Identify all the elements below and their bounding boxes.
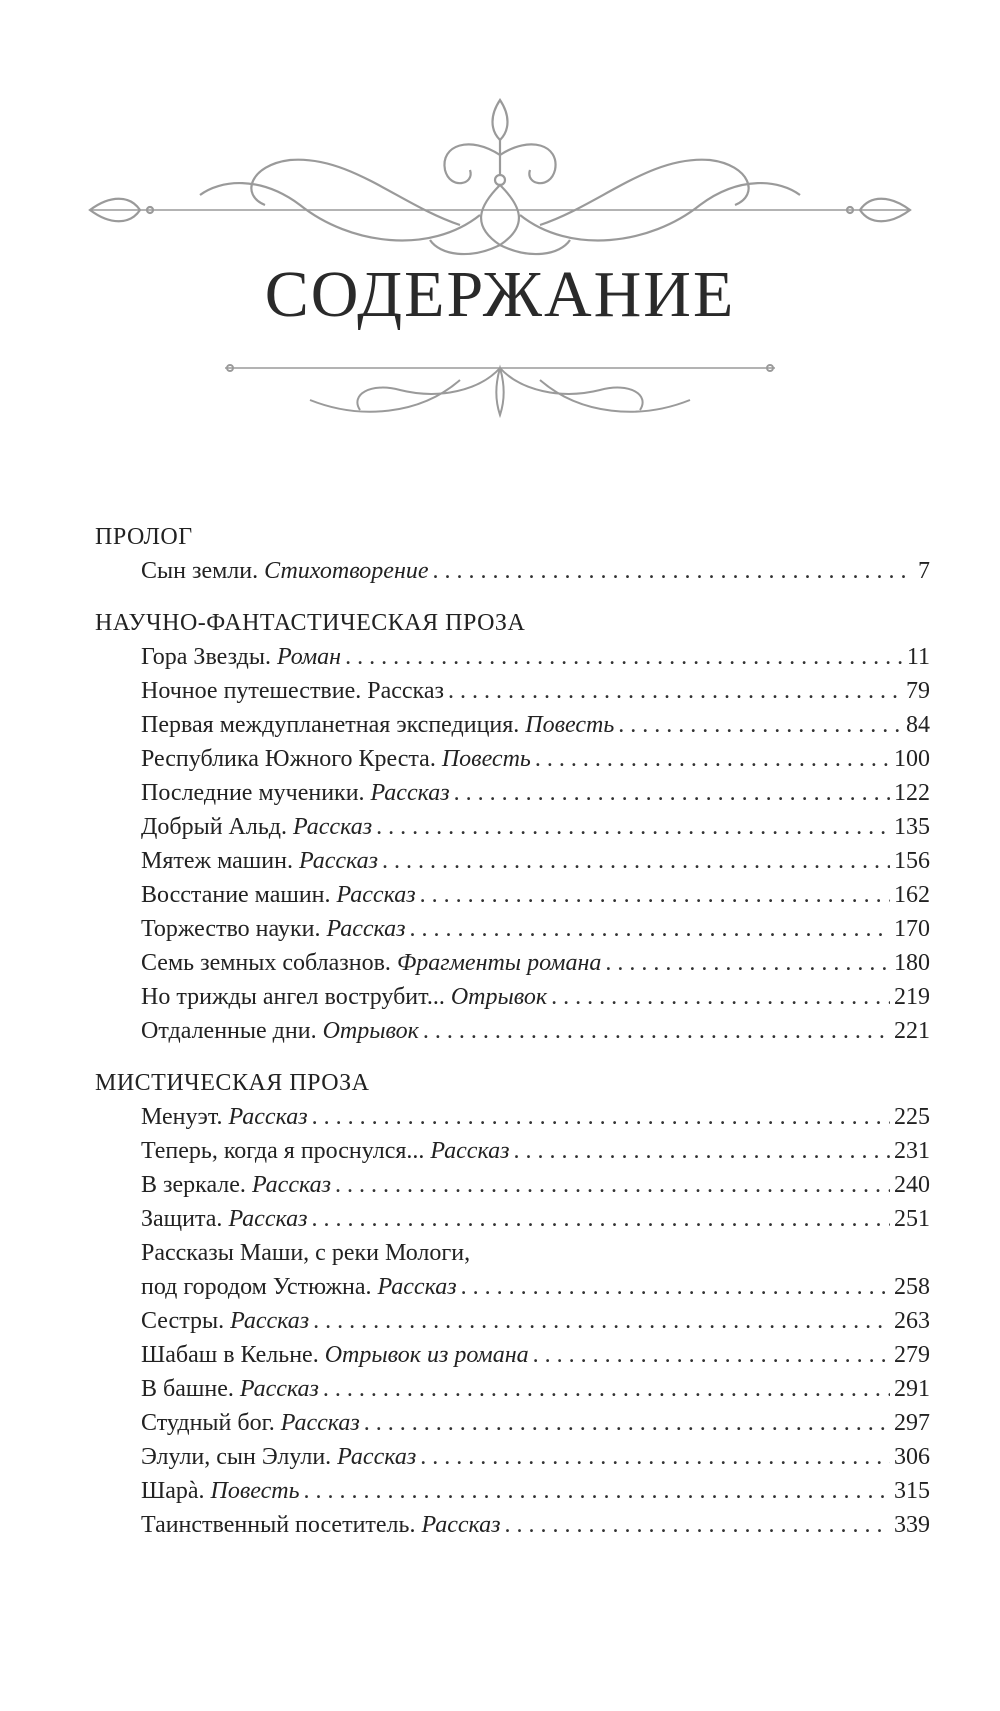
entry-label <box>141 742 531 776</box>
dot-leader <box>311 1202 890 1236</box>
entry-genre: Рассказ <box>326 916 406 942</box>
page-number: 11 <box>906 644 930 670</box>
toc-entry <box>95 1474 930 1508</box>
toc-entry <box>95 1134 930 1168</box>
toc-entry <box>95 946 930 980</box>
dot-leader <box>423 1014 890 1048</box>
entry-genre: Рассказ <box>251 1172 331 1198</box>
toc-entry <box>95 640 930 674</box>
page-title: СОДЕРЖАНИЕ <box>264 258 736 331</box>
section-title: МИСТИЧЕСКАЯ ПРОЗА <box>95 1070 370 1096</box>
entry-genre: Роман <box>276 644 342 670</box>
entry-label <box>141 878 416 912</box>
dot-leader <box>420 878 890 912</box>
dot-leader <box>420 1440 890 1474</box>
entry-label <box>141 1134 509 1168</box>
entry-label <box>141 674 444 708</box>
toc-entry <box>95 554 930 588</box>
page-number: 7 <box>918 558 930 584</box>
dot-leader <box>410 912 890 946</box>
entry-title: В зеркале. <box>141 1172 246 1198</box>
entry-label <box>141 1474 300 1508</box>
toc-entry <box>95 1168 930 1202</box>
entry-genre: Рассказ <box>337 1444 417 1470</box>
page-number: 219 <box>894 984 930 1010</box>
entry-label <box>141 1100 308 1134</box>
toc-entry <box>95 1014 930 1048</box>
page-number: 162 <box>894 882 930 908</box>
toc-section <box>95 520 930 588</box>
page-number: 135 <box>894 814 930 840</box>
entry-title: В башне. <box>141 1376 234 1402</box>
entry-label <box>141 810 372 844</box>
bottom-ornament <box>0 360 1000 435</box>
page-number: 156 <box>894 848 930 874</box>
toc-entry <box>95 1440 930 1474</box>
entry-genre: Рассказ <box>336 882 416 908</box>
page-number: 240 <box>894 1172 930 1198</box>
dot-leader <box>605 946 890 980</box>
entry-genre: Рассказ <box>421 1512 501 1538</box>
toc-entry <box>95 1202 930 1236</box>
page-number: 79 <box>906 678 930 704</box>
page-number: 251 <box>894 1206 930 1232</box>
dot-leader <box>313 1304 890 1338</box>
dot-leader <box>345 640 903 674</box>
entry-title: Гора Звезды. <box>141 644 271 670</box>
section-title: ПРОЛОГ <box>95 524 193 550</box>
entry-genre: Отрывок <box>450 984 548 1010</box>
entry-title: Элули, сын Элули. <box>141 1444 332 1470</box>
toc-entry <box>95 1100 930 1134</box>
entry-title: Теперь, когда я проснулся... <box>141 1138 425 1164</box>
dot-leader <box>513 1134 890 1168</box>
toc-section <box>95 606 930 1048</box>
entry-title: Ночное путешествие. Рассказ <box>141 678 444 704</box>
page-number: 84 <box>906 712 930 738</box>
page-number: 279 <box>894 1342 930 1368</box>
page-number: 180 <box>894 950 930 976</box>
entry-genre: Рассказ <box>293 814 373 840</box>
entry-title: Последние мученики. <box>141 780 365 806</box>
dot-leader <box>533 1338 890 1372</box>
entry-title: Защита. <box>141 1206 223 1232</box>
page-number: 258 <box>894 1274 930 1300</box>
dot-leader <box>364 1406 890 1440</box>
page-number: 170 <box>894 916 930 942</box>
entry-label <box>141 1338 529 1372</box>
dot-leader <box>376 810 890 844</box>
entry-label <box>141 1406 360 1440</box>
toc-entry <box>95 810 930 844</box>
page-number: 263 <box>894 1308 930 1334</box>
entry-title: Мятеж машин. <box>141 848 293 874</box>
entry-label <box>141 844 378 878</box>
entry-genre: Рассказ <box>280 1410 360 1436</box>
page-number: 315 <box>894 1478 930 1504</box>
page-number: 221 <box>894 1018 930 1044</box>
entry-title: Первая междупланетная экспедиция. <box>141 712 520 738</box>
entry-genre: Отрывок <box>322 1018 419 1044</box>
entry-title: Сын земли. <box>141 558 259 584</box>
entry-label <box>141 1270 457 1304</box>
entry-title: Добрый Альд. <box>141 814 288 840</box>
toc-entry <box>95 708 930 742</box>
toc-entry <box>95 1508 930 1542</box>
toc-entry <box>95 878 930 912</box>
dot-leader <box>551 980 890 1014</box>
entry-genre: Повесть <box>210 1478 300 1504</box>
entry-label <box>141 1168 331 1202</box>
entry-label <box>141 1202 307 1236</box>
toc-entry <box>95 980 930 1014</box>
entry-label <box>141 912 406 946</box>
entry-title: Семь земных соблазнов. <box>141 950 391 976</box>
entry-genre: Отрывок из романа <box>324 1342 529 1368</box>
entry-genre: Рассказ <box>430 1138 510 1164</box>
page-number: 339 <box>894 1512 930 1538</box>
dot-leader <box>454 776 890 810</box>
toc-entry <box>95 1406 930 1440</box>
entry-label <box>141 1440 416 1474</box>
toc-entry <box>95 674 930 708</box>
entry-title: под городом Устюжна. <box>141 1274 372 1300</box>
entry-title: Отдаленные дни. <box>141 1018 317 1044</box>
entry-genre: Повесть <box>441 746 531 772</box>
entry-title: Шабаш в Кельне. <box>141 1342 319 1368</box>
dot-leader <box>312 1100 890 1134</box>
entry-genre: Стихотворение <box>264 558 429 584</box>
entry-label <box>141 1304 309 1338</box>
entry-title: Менуэт. <box>141 1104 223 1130</box>
entry-genre: Рассказ <box>230 1308 310 1334</box>
dot-leader <box>448 674 902 708</box>
entry-genre: Фрагменты романа <box>396 950 602 976</box>
entry-label <box>141 946 601 980</box>
entry-genre: Рассказ <box>298 848 378 874</box>
dot-leader <box>505 1508 890 1542</box>
page-number: 231 <box>894 1138 930 1164</box>
entry-genre: Рассказ <box>239 1376 319 1402</box>
entry-title: Торжество науки. <box>141 916 321 942</box>
toc-entry <box>95 912 930 946</box>
entry-title: Республика Южного Креста. <box>141 746 436 772</box>
dot-leader <box>433 554 906 588</box>
dot-leader <box>304 1474 890 1508</box>
page-number: 122 <box>894 780 930 806</box>
entry-label <box>141 640 341 674</box>
top-ornament <box>0 95 1000 265</box>
entry-title: Сестры. <box>141 1308 225 1334</box>
toc-entry <box>95 776 930 810</box>
entry-label <box>141 708 614 742</box>
entry-title: Студный бог. <box>141 1410 275 1436</box>
entry-title: Таинственный посетитель. <box>141 1512 416 1538</box>
page-number: 100 <box>894 746 930 772</box>
dot-leader <box>382 844 890 878</box>
page-number: 291 <box>894 1376 930 1402</box>
toc-entry <box>95 1304 930 1338</box>
entry-label <box>141 1372 319 1406</box>
entry-title: Восстание машин. <box>141 882 331 908</box>
toc-entry <box>95 1338 930 1372</box>
toc-entry <box>95 844 930 878</box>
entry-genre: Рассказ <box>377 1274 457 1300</box>
dot-leader <box>335 1168 890 1202</box>
entry-label <box>141 776 450 810</box>
entry-genre: Рассказ <box>228 1104 308 1130</box>
toc-entry <box>95 1372 930 1406</box>
page-number: 225 <box>894 1104 930 1130</box>
entry-label <box>141 1508 501 1542</box>
dot-leader <box>461 1270 890 1304</box>
dot-leader <box>618 708 902 742</box>
page-number: 306 <box>894 1444 930 1470</box>
entry-label <box>141 554 429 588</box>
toc-entry <box>95 1270 930 1304</box>
page-number: 297 <box>894 1410 930 1436</box>
entry-title: Шарà. <box>141 1478 205 1504</box>
entry-genre: Рассказ <box>228 1206 308 1232</box>
entry-label <box>141 980 547 1014</box>
toc-section <box>95 1066 930 1542</box>
entry-title: Но трижды ангел вострубит... <box>141 984 445 1010</box>
section-title: НАУЧНО-ФАНТАСТИЧЕСКАЯ ПРОЗА <box>95 610 526 636</box>
dot-leader <box>323 1372 890 1406</box>
table-of-contents <box>95 520 930 1560</box>
toc-entry-first-line: Рассказы Маши, с реки Мологи, <box>141 1240 471 1266</box>
toc-entry <box>95 742 930 776</box>
dot-leader <box>535 742 890 776</box>
entry-genre: Рассказ <box>370 780 450 806</box>
entry-label <box>141 1014 419 1048</box>
entry-genre: Повесть <box>525 712 615 738</box>
